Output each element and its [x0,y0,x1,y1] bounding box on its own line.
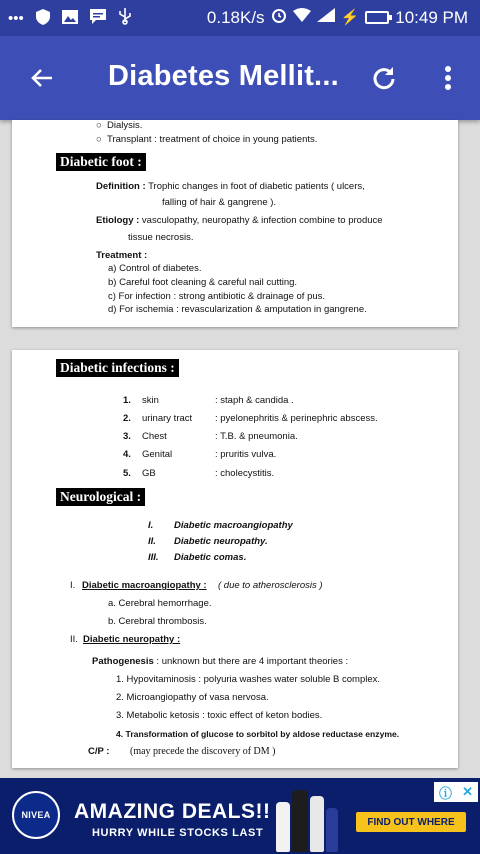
ad-subline: HURRY WHILE STOCKS LAST [92,827,264,839]
macro-item: b. Cerebral thrombosis. [108,616,207,627]
overflow-menu-button[interactable] [430,60,466,96]
heading-neurological: Neurological : [56,488,145,506]
battery-icon [365,11,389,24]
more-vert-icon [444,65,452,91]
etiology-line: Etiology : vasculopathy, neuropathy & infection combine to produce [96,215,383,226]
bullet-transplant: ○ Transplant : treatment of choice in young patients. [96,134,318,145]
neuro-item: Diabetic comas. [174,552,247,563]
infection-organism: : pruritis vulva. [215,449,277,460]
image-icon [62,10,78,29]
status-left-icons [8,8,132,30]
clock: 10:49 PM [395,7,468,27]
charging-icon: ⚡ [340,8,360,26]
info-icon[interactable]: ⓘ [439,785,453,801]
network-speed: 0.18K/s [206,7,265,27]
more-dots-icon: ••• [8,10,24,27]
macro-note: ( due to atherosclerosis ) [218,580,323,591]
page-title: Diabetes Mellit... [108,60,339,92]
arrow-back-icon [30,66,54,90]
theory-item: 2. Microangiopathy of vasa nervosa. [116,692,269,703]
infection-organism: : T.B. & pneumonia. [215,431,298,442]
close-icon[interactable]: ✕ [462,784,473,799]
neuro-num: II. [148,536,156,547]
infection-site: GB [142,468,156,479]
heading-diabetic-foot: Diabetic foot : [56,153,146,171]
refresh-button[interactable] [366,60,402,96]
neuropathy-title: Diabetic neuropathy : [83,634,181,645]
definition-line-2: falling of hair & gangrene ). [162,197,277,208]
document-page-2 [12,350,458,768]
app-bar [0,36,480,120]
infection-organism: : staph & candida . [215,395,294,406]
infection-site: Genital [142,449,173,460]
infection-site: skin [142,395,159,406]
treatment-item: a) Control of diabetes. [108,263,202,274]
shield-icon [36,9,50,30]
theory-item: 3. Metabolic ketosis : toxic effect of keton bodies. [116,710,323,721]
pathogenesis-line: Pathogenesis : unknown but there are 4 important theories : [92,656,349,667]
status-right [207,7,468,28]
macro-title: Diabetic macroangiopathy : [82,580,207,591]
treatment-item: c) For infection : strong antibiotic & drainage of pus. [108,291,326,302]
document-page-1 [12,120,458,327]
infection-num: 4. [123,449,131,460]
neuro-item: Diabetic neuropathy. [174,536,268,547]
brand-logo: NIVEA [12,791,60,839]
macro-item: a. Cerebral hemorrhage. [108,598,212,609]
heading-diabetic-infections: Diabetic infections : [56,359,179,377]
etiology-line-2: tissue necrosis. [128,232,194,243]
neuropathy-num: II. [70,634,78,645]
theory-item: 4. Transformation of glucose to sorbitol by aldose reductase enzyme. [116,729,400,739]
signal-icon [317,8,335,27]
neuro-num: I. [148,520,154,531]
alarm-icon [271,7,287,28]
bullet-dialysis: ○ Dialysis. [96,120,143,131]
wifi-icon [293,8,311,27]
macro-num: I. [70,580,76,591]
infection-num: 5. [123,468,131,479]
product-image [272,782,342,852]
infection-num: 1. [123,395,131,406]
infection-organism: : pyelonephritis & perinephric abscess. [215,413,378,424]
infection-site: urinary tract [142,413,193,424]
definition-line: Definition : Trophic changes in foot of diabetic patients ( ulcers, [96,181,365,192]
neuro-item: Diabetic macroangiopathy [174,520,293,531]
cp-text: (may precede the discovery of DM ) [130,746,276,757]
find-out-where-button[interactable]: FIND OUT WHERE [356,812,466,832]
treatment-item: b) Careful foot cleaning & careful nail cutting. [108,277,298,288]
neuro-num: III. [148,552,159,563]
theory-item: 1. Hypovitaminosis : polyuria washes water soluble B complex. [116,674,381,685]
chat-icon [90,9,106,29]
infection-num: 3. [123,431,131,442]
cp-label: C/P : [88,746,110,757]
treatment-item: d) For ischemia : revascularization & amputation in gangrene. [108,304,367,315]
usb-icon [118,8,132,30]
back-button[interactable] [24,60,60,96]
ad-choices[interactable] [434,782,478,802]
refresh-icon [371,65,397,91]
ad-headline: AMAZING DEALS!! [74,800,271,823]
treatment-label: Treatment : [96,250,148,261]
infection-num: 2. [123,413,131,424]
status-bar [0,0,480,36]
infection-site: Chest [142,431,167,442]
infection-organism: : cholecystitis. [215,468,275,479]
